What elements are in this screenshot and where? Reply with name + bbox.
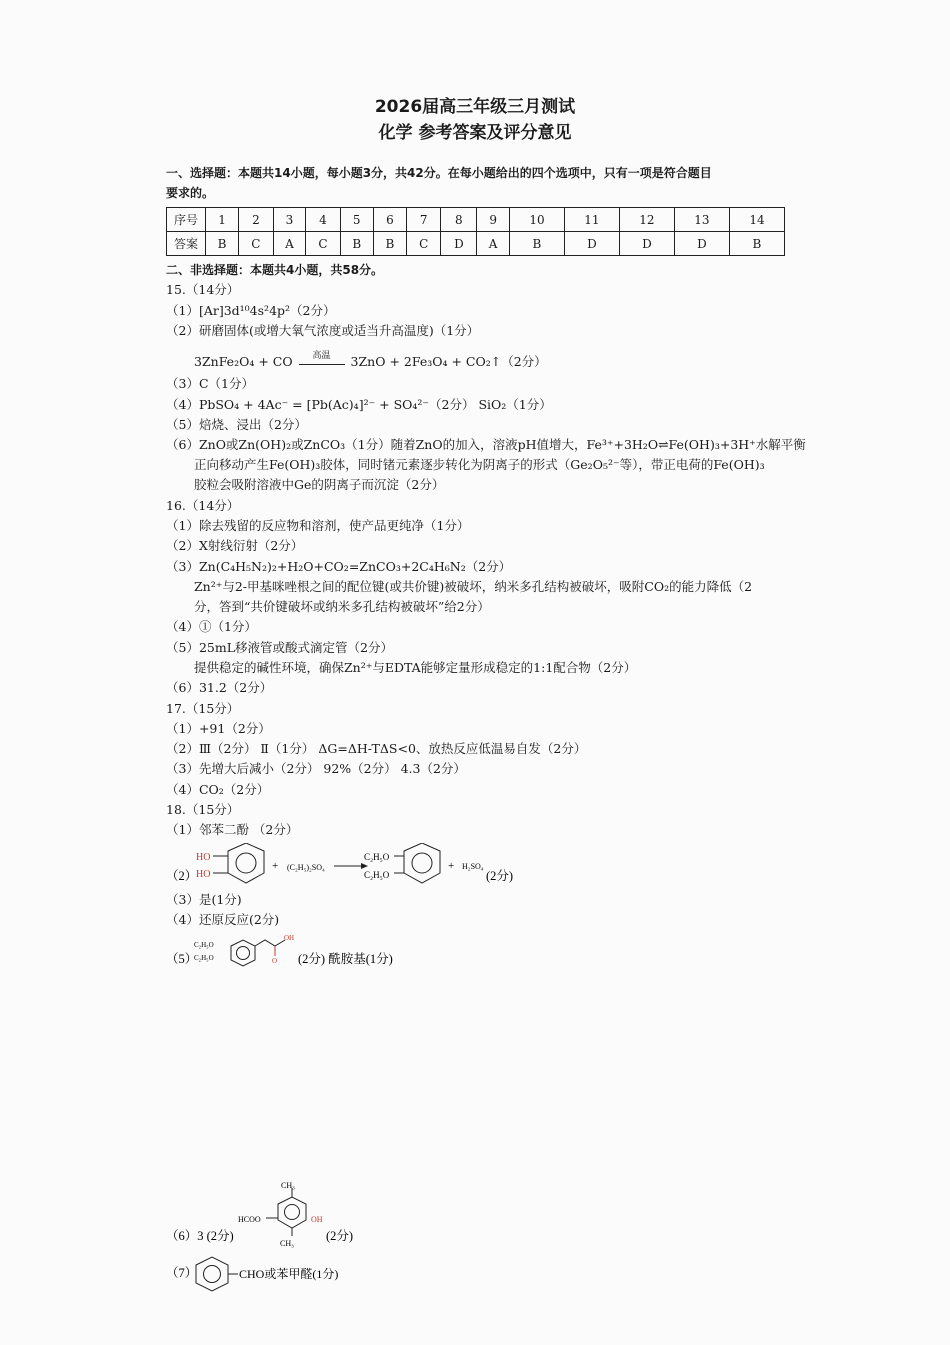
q15-equation — [194, 350, 547, 371]
table-cell: A — [273, 232, 306, 256]
q15-line: （2）研磨固体(或增大氧气浓度或适当升高温度)（1分） — [166, 323, 480, 338]
ethoxy-label: C₂H₅O — [364, 852, 390, 862]
table-cell: 2 — [239, 208, 273, 232]
q16-line: 分，答到“共价键破坏或纳米多孔结构被破坏”给2分） — [194, 599, 490, 614]
q17-line: （4）CO₂（2分） — [166, 782, 270, 797]
table-cell: D — [619, 232, 674, 256]
hydroxyl-label: OH — [311, 1215, 323, 1224]
table-cell: B — [729, 232, 784, 256]
table-cell: 10 — [509, 208, 564, 232]
section1-heading-line2: 要求的。 — [166, 186, 215, 200]
plus-sign: + — [448, 860, 455, 872]
q18-part7-label: （7） — [166, 1266, 198, 1280]
q17-line: （2）Ⅲ（2分） Ⅱ（1分） ΔG=ΔH-TΔS<0、放热反应低温易自发（2分） — [166, 741, 587, 756]
section1-heading-line1: 一、选择题：本题共14小题，每小题3分，共42分。在每小题给出的四个选项中，只有一项是符合题目 — [166, 166, 712, 180]
table-cell: A — [477, 232, 510, 256]
table-cell: B — [373, 232, 406, 256]
table-cell: 1 — [206, 208, 239, 232]
aromatic-circle — [236, 853, 256, 873]
q15-heading: 15.（14分） — [166, 282, 240, 297]
table-row-answers — [167, 232, 785, 256]
table-header-cell: 答案 — [167, 232, 206, 256]
q16-line: （6）31.2（2分） — [166, 680, 273, 695]
answer-table — [166, 207, 785, 256]
q18-reaction-scheme — [166, 843, 536, 893]
equation-right: 3ZnO + 2Fe₃O₄ + CO₂↑（2分） — [350, 354, 547, 369]
score-label: (2分) — [486, 869, 514, 883]
q16-line: Zn²⁺与2-甲基咪唑根之间的配位键(或共价键)被破坏，纳米多孔结构被破坏，吸附CO₂的能力降低（2 — [194, 579, 753, 594]
reaction-condition: 高温 — [312, 350, 331, 361]
score-label: (2分) — [326, 1229, 354, 1243]
q15-line: （4）PbSO₄ + 4Ac⁻ = [Pb(Ac)₄]²⁻ + SO₄²⁻（2分） SiO₂（1分） — [166, 397, 552, 412]
q16-line: （2）X射线衍射（2分） — [166, 538, 304, 553]
section2-heading: 二、非选择题：本题共4小题，共58分。 — [166, 263, 384, 277]
benzene-ring-icon — [231, 940, 255, 966]
table-row-numbers — [167, 208, 785, 232]
ethoxy-label: C₂H₅O — [194, 954, 214, 962]
hydroxyl-label: OH — [284, 934, 295, 942]
hydroxyl-label: HO — [196, 869, 211, 880]
q15-line: （1）[Ar]3d¹⁰4s²4p²（2分） — [166, 303, 336, 318]
table-cell: B — [340, 232, 373, 256]
q18-line: （4）还原反应(2分) — [166, 912, 280, 927]
table-cell: D — [441, 232, 477, 256]
methyl-label: CH₃ — [280, 1239, 294, 1248]
side-chain — [255, 940, 285, 946]
table-cell: 7 — [407, 208, 441, 232]
benzene-ring-icon — [228, 843, 264, 883]
page-subtitle: 化学 参考答案及评分意见 — [378, 123, 572, 143]
aromatic-circle — [237, 947, 250, 960]
aromatic-circle — [204, 1266, 221, 1283]
q18-part5-label: （5） — [166, 952, 198, 966]
table-cell: 11 — [564, 208, 619, 232]
aromatic-circle — [412, 853, 432, 873]
arrow-head-icon — [361, 863, 368, 869]
ethoxy-label: C₂H₅O — [194, 941, 214, 949]
table-cell: 6 — [373, 208, 406, 232]
table-cell: 9 — [477, 208, 510, 232]
score-label: (2分) 酰胺基(1分) — [298, 952, 393, 966]
table-cell: C — [239, 232, 273, 256]
q18-line: （3）是(1分) — [166, 892, 242, 907]
q18-part5-structure — [166, 932, 426, 972]
plus-sign: + — [272, 860, 279, 872]
q18-heading: 18.（15分） — [166, 802, 240, 817]
q17-line: （3）先增大后减小（2分） 92%（2分） 4.3（2分） — [166, 761, 466, 776]
q18-part2-label: （2） — [166, 869, 198, 883]
table-cell: 8 — [441, 208, 477, 232]
table-cell: D — [564, 232, 619, 256]
table-cell: C — [306, 232, 340, 256]
q17-line: （1）+91（2分） — [166, 721, 271, 736]
reaction-arrow — [297, 350, 347, 370]
benzene-ring-icon — [404, 843, 440, 883]
score-label: CHO或苯甲醛(1分) — [239, 1267, 339, 1281]
q15-line: （6）ZnO或Zn(OH)₂或ZnCO₃（1分）随着ZnO的加入，溶液pH值增大，Fe³⁺+3H₂O⇌Fe(OH)₃+3H⁺水解平衡 — [166, 437, 806, 452]
methyl-label: CH₃ — [281, 1181, 295, 1190]
q15-line: （3）C（1分） — [166, 376, 254, 391]
byproduct-label: H₂SO₄ — [462, 862, 484, 871]
table-cell: B — [509, 232, 564, 256]
reagent-label: (C₂H₅)₂SO₄ — [287, 863, 325, 872]
benzene-ring-icon — [196, 1257, 228, 1291]
formate-label: HCOO — [238, 1215, 261, 1224]
table-cell: 4 — [306, 208, 340, 232]
q16-line: 提供稳定的碱性环境，确保Zn²⁺与EDTA能够定量形成稳定的1:1配合物（2分） — [194, 660, 637, 675]
equation-left: 3ZnFe₂O₄ + CO — [194, 354, 293, 369]
q18-part7-structure — [166, 1256, 386, 1292]
q16-line: （4）①（1分） — [166, 619, 257, 634]
q16-line: （5）25mL移液管或酸式滴定管（2分） — [166, 640, 393, 655]
q15-line: （5）焙烧、浸出（2分） — [166, 417, 307, 432]
table-cell: C — [407, 232, 441, 256]
q16-line: （1）除去残留的反应物和溶剂，使产品更纯净（1分） — [166, 518, 470, 533]
table-header-cell: 序号 — [167, 208, 206, 232]
q15-line: 正向移动产生Fe(OH)₃胶体，同时锗元素逐步转化为阴离子的形式（Ge₂O₅²⁻等），带正电荷的Fe(OH)₃ — [194, 457, 765, 472]
benzene-ring-icon — [278, 1197, 306, 1228]
table-cell: 14 — [729, 208, 784, 232]
q15-line: 胶粒会吸附溶液中Ge的阴离子而沉淀（2分） — [194, 477, 445, 492]
hydroxyl-label: HO — [196, 852, 211, 863]
table-cell: 12 — [619, 208, 674, 232]
q18-line: （1）邻苯二酚 （2分） — [166, 822, 299, 837]
q18-part6-structure — [166, 1180, 416, 1252]
arrow-line — [299, 364, 345, 365]
q18-part6-label: （6）3 (2分) — [166, 1229, 234, 1243]
aromatic-circle — [285, 1205, 300, 1220]
ethoxy-label: C₂H₅O — [364, 870, 390, 880]
q16-heading: 16.（14分） — [166, 498, 240, 513]
q17-heading: 17.（15分） — [166, 701, 240, 716]
table-cell: D — [674, 232, 729, 256]
table-cell: B — [206, 232, 239, 256]
q16-line: （3）Zn(C₄H₅N₂)₂+H₂O+CO₂=ZnCO₃+2C₄H₆N₂（2分） — [166, 559, 512, 574]
table-cell: 5 — [340, 208, 373, 232]
page-title: 2026届高三年级三月测试 — [374, 97, 576, 117]
table-cell: 3 — [273, 208, 306, 232]
table-cell: 13 — [674, 208, 729, 232]
carbonyl-oxygen-label: O — [272, 957, 278, 965]
